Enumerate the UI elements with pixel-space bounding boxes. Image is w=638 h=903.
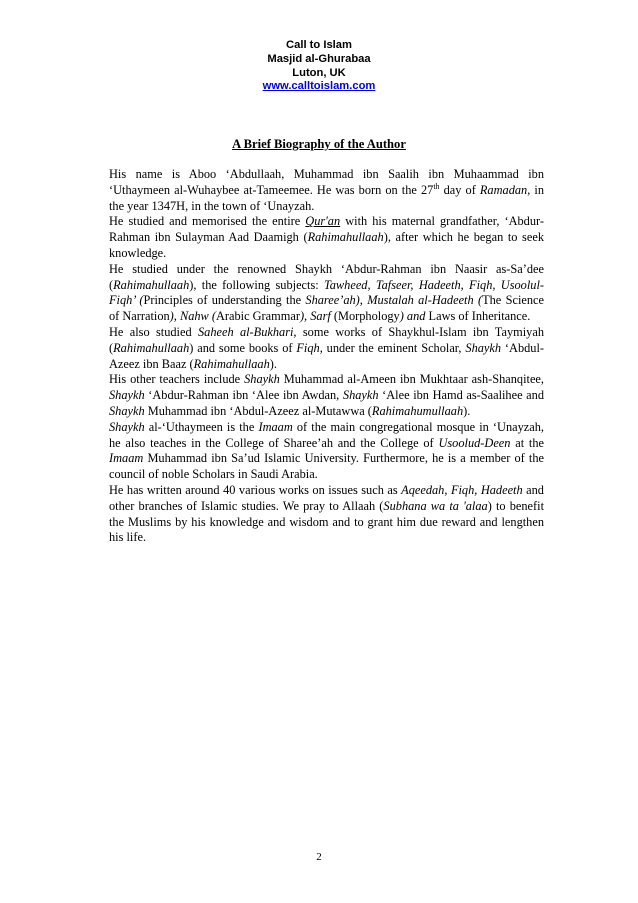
website-link[interactable]: www.calltoislam.com bbox=[262, 80, 376, 93]
text-run: at the bbox=[510, 435, 544, 450]
italic-run: Imaam bbox=[258, 419, 293, 434]
superscript: th bbox=[433, 181, 440, 191]
paragraph-7 bbox=[109, 483, 544, 546]
text-run: ), the following subjects: bbox=[189, 277, 325, 292]
paragraph-4 bbox=[109, 325, 544, 372]
page-title: A Brief Biography of the Author bbox=[232, 137, 406, 151]
italic-run: Shaykh bbox=[109, 403, 145, 418]
text-run: ). bbox=[269, 356, 277, 371]
italic-run: Saheeh al-Bukhari, bbox=[197, 324, 297, 339]
italic-run: Imaam bbox=[109, 451, 144, 466]
header-masjid: Masjid al-Ghurabaa bbox=[267, 52, 371, 65]
paragraph-6 bbox=[109, 420, 544, 483]
header-organization: Call to Islam bbox=[286, 39, 352, 51]
italic-run: Aqeedah, Fiqh, Hadeeth bbox=[401, 482, 523, 497]
text-run: and other branches of Islamic studies. We pray to Allaah ( bbox=[109, 482, 544, 513]
text-run: Laws of Inheritance. bbox=[428, 309, 531, 324]
text-run: with his maternal grandfather, ‘Abdur-Rahman ibn Sulayman Aad Daamigh ( bbox=[109, 214, 544, 245]
italic-run: Shaykh bbox=[244, 372, 280, 387]
text-run: al-‘Uthaymeen is the bbox=[144, 419, 259, 434]
page-number: 2 bbox=[316, 851, 322, 863]
italic-run: Qur'an bbox=[305, 214, 341, 229]
paragraph-2 bbox=[109, 214, 544, 261]
italic-run: ), Nahw ( bbox=[169, 309, 216, 324]
text-run: Principles of understanding the bbox=[143, 293, 306, 308]
italic-run: Subhana wa ta 'alaa bbox=[383, 498, 488, 513]
text-run: Muhammad ibn ‘Abdul-Azeez al-Mutawwa ( bbox=[144, 403, 372, 418]
text-run: ) and some books of bbox=[189, 340, 297, 355]
italic-run: Rahimahullaah bbox=[307, 230, 384, 245]
header-location: Luton, UK bbox=[292, 66, 346, 79]
italic-run: Shaykh bbox=[109, 388, 145, 403]
italic-run: Rahimahullaah bbox=[113, 340, 190, 355]
text-run: under the eminent Scholar, bbox=[322, 340, 466, 355]
italic-run: ), Sarf bbox=[299, 309, 334, 324]
text-run: ) to benefit the Muslims by his knowledge and wisdom and to grant him due reward and lengthen his life. bbox=[109, 498, 545, 545]
paragraph-1 bbox=[109, 167, 544, 214]
italic-run: Shaykh bbox=[465, 340, 502, 355]
italic-run: Fiqh, bbox=[296, 340, 323, 355]
text-run: He also studied bbox=[109, 324, 198, 339]
italic-run: Tawheed, Tafseer, Hadeeth, Fiqh, Usoolul-Fiqh’ ( bbox=[109, 277, 544, 308]
italic-run: Rahimahullaah bbox=[193, 356, 270, 371]
italic-run: Sharee’ah), Mustalah al-Hadeeth ( bbox=[305, 293, 483, 308]
text-run: of the main congregational mosque in ‘Unayzah, he also teaches in the College of Sharee’ah and the College of bbox=[109, 419, 544, 450]
text-run: ‘Alee ibn Hamd as-Saalihee and bbox=[378, 388, 545, 403]
text-run: ). bbox=[463, 403, 471, 418]
text-run: His other teachers include bbox=[109, 372, 245, 387]
text-run: He studied under the renowned Shaykh ‘Abdur-Rahman ibn Naasir as-Sa’dee ( bbox=[109, 261, 544, 292]
paragraph-5 bbox=[109, 372, 544, 419]
text-run: (Morphology bbox=[333, 309, 400, 324]
page-header bbox=[0, 39, 638, 94]
text-run: Arabic Grammar bbox=[215, 309, 300, 324]
italic-run: ) and bbox=[399, 309, 429, 324]
text-run: ‘Abdul-Azeez ibn Baaz ( bbox=[109, 340, 544, 371]
text-run: His name is Aboo ‘Abdullaah, Muhammad ibn Saalih ibn Muhaammad ibn ‘Uthaymeen al-Wuhaybee at-Tameemee. He was born on the 27 bbox=[109, 167, 544, 197]
text-run: some works of Shaykhul-Islam ibn Taymiyah ( bbox=[109, 324, 544, 355]
italic-run: Shaykh bbox=[109, 419, 145, 434]
paragraph-3 bbox=[109, 262, 544, 325]
italic-run: Ramadan bbox=[479, 182, 528, 197]
text-run: The Science of Narration bbox=[109, 293, 544, 324]
text-run: He studied and memorised the entire bbox=[109, 214, 306, 229]
text-run: ‘Abdur-Rahman ibn ‘Alee ibn Awdan, bbox=[144, 388, 343, 403]
italic-run: Usoolud-Deen bbox=[438, 435, 511, 450]
biography-body bbox=[109, 167, 544, 546]
text-run: , in the year 1347H, in the town of ‘Unayzah. bbox=[109, 182, 544, 213]
italic-run: Rahimahullaah bbox=[113, 277, 190, 292]
text-run: Muhammad al-Ameen ibn Mukhtaar ash-Shanqitee, bbox=[279, 372, 544, 387]
text-run: He has written around 40 various works on issues such as bbox=[109, 482, 402, 497]
text-run: Muhammad ibn Sa’ud Islamic University. Furthermore, he is a member of the council of noble Scholars in Saudi Arabia. bbox=[109, 451, 544, 482]
text-run: ), after which he began to seek knowledge. bbox=[109, 230, 544, 260]
italic-run: Shaykh bbox=[342, 388, 379, 403]
text-run: day of bbox=[439, 182, 480, 197]
italic-run: Rahimahumullaah bbox=[371, 403, 464, 418]
